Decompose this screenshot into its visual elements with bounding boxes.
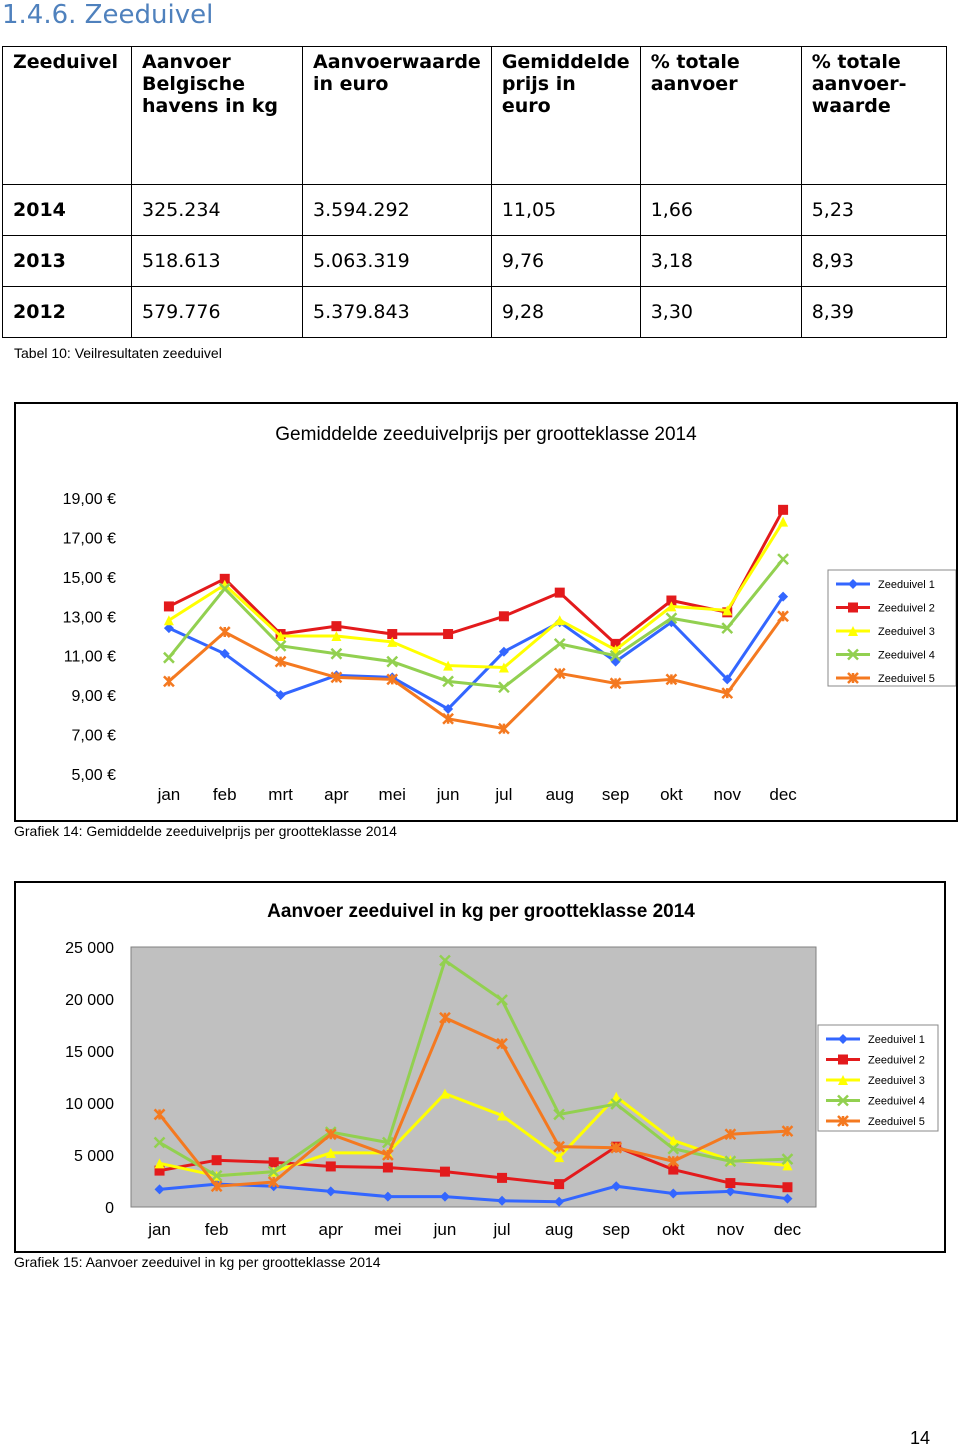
square-marker bbox=[440, 1167, 450, 1177]
x-tick-label: jul bbox=[495, 785, 513, 804]
y-tick-label: 11,00 € bbox=[63, 648, 116, 666]
legend-label: Zeeduivel 2 bbox=[878, 602, 935, 615]
x-tick-label: nov bbox=[713, 785, 741, 804]
table-cell: 5.379.843 bbox=[303, 287, 492, 338]
table-cell: 5.063.319 bbox=[303, 236, 492, 287]
x-tick-label: dec bbox=[773, 1220, 802, 1239]
table-cell: 579.776 bbox=[132, 287, 303, 338]
y-tick-label: 17,00 € bbox=[62, 530, 116, 548]
table-cell: 2014 bbox=[3, 185, 132, 236]
legend-label: Zeeduivel 1 bbox=[878, 579, 935, 591]
chart-title: Gemiddelde zeeduivelprijs per grootteklasse 2014 bbox=[275, 424, 697, 445]
x-tick-label: mei bbox=[374, 1220, 402, 1239]
legend-label: Zeeduivel 4 bbox=[868, 1095, 925, 1108]
y-tick-label: 15,00 € bbox=[62, 569, 116, 587]
y-tick-label: 10 000 bbox=[65, 1096, 114, 1113]
header-avg-price: Gemiddelde prijs in euro bbox=[491, 47, 640, 185]
x-tick-label: mrt bbox=[261, 1220, 286, 1239]
x-tick-label: sep bbox=[601, 785, 630, 804]
header-species: Zeeduivel bbox=[3, 47, 132, 185]
square-marker bbox=[443, 629, 453, 639]
legend bbox=[818, 1025, 938, 1131]
square-marker bbox=[778, 505, 788, 515]
x-tick-label: okt bbox=[660, 785, 683, 804]
table-cell: 325.234 bbox=[132, 185, 303, 236]
legend-label: Zeeduivel 5 bbox=[878, 673, 935, 685]
table-cell: 518.613 bbox=[132, 236, 303, 287]
square-marker bbox=[269, 1157, 279, 1167]
square-marker bbox=[555, 588, 565, 598]
square-marker bbox=[326, 1161, 336, 1171]
square-marker bbox=[164, 601, 174, 611]
table-cell: 5,23 bbox=[801, 185, 946, 236]
y-tick-label: 0 bbox=[105, 1200, 114, 1217]
legend-label: Zeeduivel 5 bbox=[868, 1116, 925, 1128]
table-cell: 1,66 bbox=[640, 185, 801, 236]
y-tick-label: 19,00 € bbox=[62, 491, 116, 508]
legend bbox=[828, 570, 956, 686]
square-marker bbox=[554, 1179, 564, 1189]
header-value: Aanvoerwaarde in euro bbox=[303, 47, 492, 185]
x-tick-label: feb bbox=[212, 785, 237, 804]
table-cell: 2013 bbox=[3, 236, 132, 287]
x-tick-label: okt bbox=[661, 1220, 685, 1239]
table-header-row bbox=[3, 47, 947, 185]
price-chart bbox=[14, 402, 958, 822]
header-landings: Aanvoer Belgische havens in kg bbox=[132, 47, 303, 185]
table-cell: 3,30 bbox=[640, 287, 801, 338]
square-marker bbox=[497, 1173, 507, 1183]
square-marker bbox=[383, 1162, 393, 1172]
legend-label: Zeeduivel 3 bbox=[868, 1075, 925, 1087]
y-tick-label: 25 000 bbox=[65, 940, 114, 957]
table-cell: 8,93 bbox=[801, 236, 946, 287]
header-pct-landings: % totale aanvoer bbox=[640, 47, 801, 185]
table-cell: 9,28 bbox=[491, 287, 640, 338]
landings-chart-caption: Grafiek 15: Aanvoer zeeduivel in kg per grootteklasse 2014 bbox=[14, 1254, 381, 1270]
x-tick-label: jun bbox=[436, 785, 460, 804]
x-tick-label: apr bbox=[324, 785, 349, 804]
square-marker bbox=[782, 1182, 792, 1192]
x-tick-label: apr bbox=[318, 1220, 344, 1239]
square-marker bbox=[725, 1178, 735, 1188]
chart-title: Aanvoer zeeduivel in kg per grootteklasse 2014 bbox=[267, 901, 695, 922]
x-tick-label: nov bbox=[716, 1220, 745, 1239]
x-tick-label: jan bbox=[148, 1220, 171, 1239]
legend-label: Zeeduivel 3 bbox=[878, 626, 935, 638]
square-marker bbox=[499, 611, 509, 621]
table-row bbox=[3, 236, 947, 287]
legend-label: Zeeduivel 4 bbox=[878, 649, 935, 662]
y-tick-label: 5,00 € bbox=[71, 767, 116, 784]
price-chart-caption: Grafiek 14: Gemiddelde zeeduivelprijs per grootteklasse 2014 bbox=[14, 823, 397, 839]
x-tick-label: sep bbox=[602, 1220, 630, 1239]
y-tick-label: 5 000 bbox=[73, 1148, 114, 1165]
square-marker bbox=[331, 621, 341, 631]
y-tick-label: 9,00 € bbox=[71, 688, 116, 706]
table-caption: Tabel 10: Veilresultaten zeeduivel bbox=[14, 345, 222, 361]
legend-label: Zeeduivel 1 bbox=[868, 1034, 925, 1046]
table-cell: 3.594.292 bbox=[303, 185, 492, 236]
x-tick-label: aug bbox=[545, 785, 574, 804]
plot-area bbox=[131, 947, 816, 1207]
square-marker bbox=[212, 1155, 222, 1165]
y-tick-label: 15 000 bbox=[65, 1044, 114, 1061]
table-row bbox=[3, 287, 947, 338]
table-cell: 9,76 bbox=[491, 236, 640, 287]
legend-label: Zeeduivel 2 bbox=[868, 1054, 925, 1067]
x-tick-label: jun bbox=[433, 1220, 457, 1239]
price-chart-svg bbox=[16, 404, 956, 820]
landings-chart bbox=[14, 881, 946, 1253]
section-heading: 1.4.6. Zeeduivel bbox=[2, 0, 214, 30]
square-marker bbox=[848, 603, 858, 613]
x-tick-label: jul bbox=[493, 1220, 511, 1239]
x-tick-label: mrt bbox=[268, 785, 293, 804]
table-cell: 8,39 bbox=[801, 287, 946, 338]
x-tick-label: dec bbox=[769, 785, 797, 804]
landings-chart-svg bbox=[16, 883, 944, 1251]
y-tick-label: 20 000 bbox=[65, 992, 114, 1009]
y-tick-label: 7,00 € bbox=[71, 727, 116, 745]
page-number: 14 bbox=[909, 1428, 930, 1448]
x-tick-label: aug bbox=[544, 1220, 574, 1239]
table-cell: 2012 bbox=[3, 287, 132, 338]
x-tick-label: mei bbox=[378, 785, 406, 804]
y-tick-label: 13,00 € bbox=[62, 609, 116, 627]
header-pct-value: % totale aanvoer-waarde bbox=[801, 47, 946, 185]
x-tick-label: feb bbox=[204, 1220, 229, 1239]
results-table bbox=[2, 46, 947, 338]
table-cell: 3,18 bbox=[640, 236, 801, 287]
table-row bbox=[3, 185, 947, 236]
table-cell: 11,05 bbox=[491, 185, 640, 236]
square-marker bbox=[838, 1055, 848, 1065]
x-tick-label: jan bbox=[157, 785, 181, 804]
